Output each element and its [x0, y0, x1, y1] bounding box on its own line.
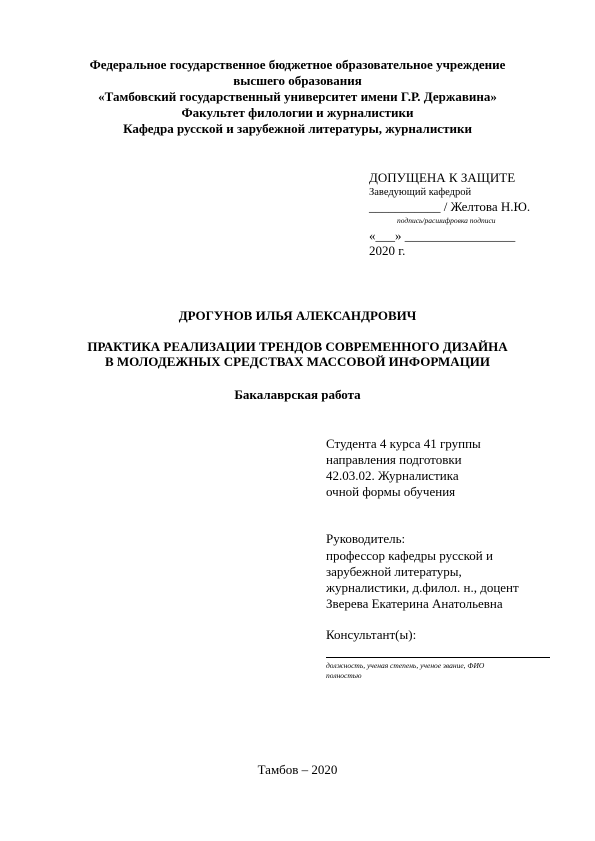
author-name: ДРОГУНОВ ИЛЬЯ АЛЕКСАНДРОВИЧ: [178, 308, 417, 323]
thesis-title-line-1: ПРАКТИКА РЕАЛИЗАЦИИ ТРЕНДОВ СОВРЕМЕННОГО ДИЗАЙНА: [87, 339, 508, 354]
approval-signature-caption: подпись/расшифровка подписи: [397, 216, 496, 225]
city-year-footer: Тамбов – 2020: [257, 762, 338, 777]
supervisor-name: Зверева Екатерина Анатольевна: [326, 596, 503, 611]
work-type: Бакалаврская работа: [234, 387, 361, 402]
student-line-1: Студента 4 курса 41 группы: [326, 436, 481, 451]
institution-line-1: Федеральное государственное бюджетное образовательное учреждение: [89, 57, 506, 72]
student-line-4: очной формы обучения: [326, 484, 456, 499]
approval-date-line: «___» _________________: [369, 228, 516, 243]
approval-heading: ДОПУЩЕНА К ЗАЩИТЕ: [369, 170, 516, 185]
approval-year: 2020 г.: [369, 243, 406, 258]
supervisor-line-3: журналистики, д.филол. н., доцент: [326, 580, 519, 595]
supervisor-line-2: зарубежной литературы,: [326, 564, 462, 579]
consultant-label: Консультант(ы):: [326, 627, 417, 642]
university-name: «Тамбовский государственный университет имени Г.Р. Державина»: [98, 89, 497, 104]
student-line-3: 42.03.02. Журналистика: [326, 468, 459, 483]
student-line-2: направления подготовки: [326, 452, 462, 467]
thesis-title-line-2: В МОЛОДЕЖНЫХ СРЕДСТВАХ МАССОВОЙ ИНФОРМАЦИИ: [104, 354, 491, 369]
supervisor-line-1: профессор кафедры русской и: [326, 548, 493, 563]
department-name: Кафедра русской и зарубежной литературы, журналистики: [123, 121, 472, 136]
faculty-name: Факультет филологии и журналистики: [181, 105, 414, 120]
approval-role: Заведующий кафедрой: [369, 187, 472, 198]
consultant-caption-line-1: должность, ученая степень, ученое звание, ФИО: [326, 661, 485, 670]
institution-line-2: высшего образования: [233, 73, 362, 88]
supervisor-label: Руководитель:: [326, 531, 406, 546]
approval-signature-line: ___________ / Желтова Н.Ю.: [369, 199, 531, 214]
consultant-caption-line-2: полностью: [326, 671, 362, 680]
consultant-fill-line: [326, 657, 550, 658]
